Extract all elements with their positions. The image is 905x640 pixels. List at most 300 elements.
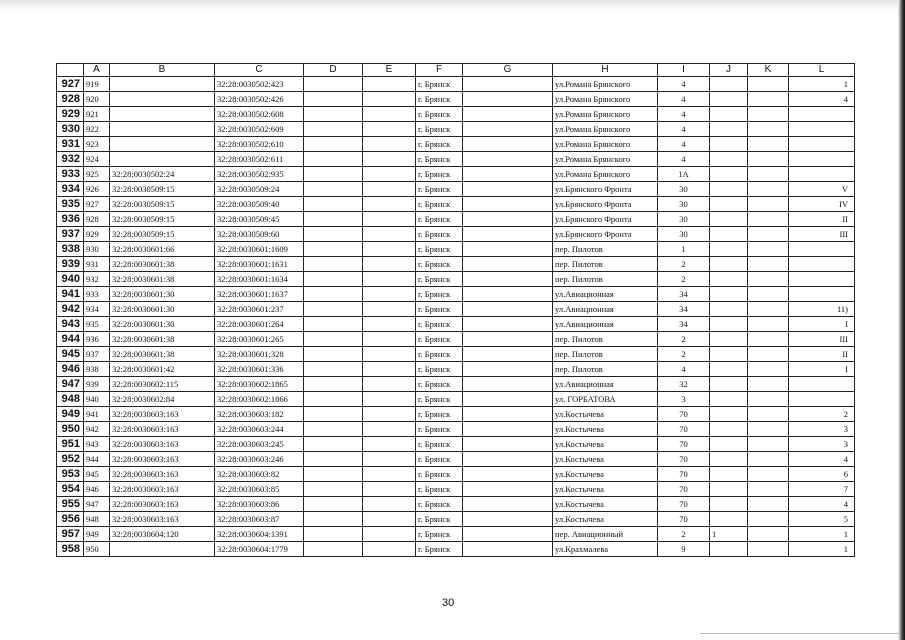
- cell-j: [710, 437, 748, 452]
- cell-c: 32:28:0030601:1637: [215, 287, 304, 302]
- cell-a: 940: [84, 392, 110, 407]
- cell-l: 4: [789, 92, 855, 107]
- row-number-cell: 931: [57, 137, 84, 152]
- cell-b: 32:28:0030603:163: [110, 422, 215, 437]
- row-number-cell: 942: [57, 302, 84, 317]
- cell-c: 32:28:0030602:1866: [215, 392, 304, 407]
- cell-g: [463, 212, 553, 227]
- cell-e: [363, 317, 416, 332]
- table-row: [57, 272, 855, 287]
- cell-b: 32:28:0030601:38: [110, 272, 215, 287]
- cell-h: ул.Костычева: [553, 467, 658, 482]
- cell-e: [363, 152, 416, 167]
- cell-f: г. Брянск: [416, 92, 463, 107]
- cell-b: [110, 137, 215, 152]
- cell-a: 950: [84, 542, 110, 557]
- cell-k: [748, 362, 789, 377]
- cell-b: 32:28:0030603:163: [110, 482, 215, 497]
- cell-j: 1: [710, 527, 748, 542]
- cell-e: [363, 212, 416, 227]
- cell-d: [304, 197, 363, 212]
- cell-a: 928: [84, 212, 110, 227]
- cell-h: ул.Романа Брянского: [553, 137, 658, 152]
- cell-h: ул.Костычева: [553, 497, 658, 512]
- cell-f: г. Брянск: [416, 482, 463, 497]
- row-number-cell: 929: [57, 107, 84, 122]
- cell-b: 32:28:0030601:38: [110, 347, 215, 362]
- cell-h: пер. Пилотов: [553, 242, 658, 257]
- cell-a: 947: [84, 497, 110, 512]
- cell-e: [363, 227, 416, 242]
- cell-d: [304, 212, 363, 227]
- cell-g: [463, 422, 553, 437]
- cell-l: 4: [789, 452, 855, 467]
- cell-h: ул.Крахмалева: [553, 542, 658, 557]
- cell-j: [710, 407, 748, 422]
- cell-c: 32:28:0030601:1631: [215, 257, 304, 272]
- cell-l: [789, 242, 855, 257]
- cell-f: г. Брянск: [416, 197, 463, 212]
- cell-d: [304, 317, 363, 332]
- cell-h: ул.Брянского Фронта: [553, 227, 658, 242]
- cell-c: 32:28:0030603:182: [215, 407, 304, 422]
- cell-k: [748, 212, 789, 227]
- cell-g: [463, 497, 553, 512]
- cell-l: I: [789, 362, 855, 377]
- cell-g: [463, 362, 553, 377]
- page-number: 30: [442, 597, 455, 609]
- cell-i: 2: [658, 257, 710, 272]
- cell-d: [304, 407, 363, 422]
- cell-h: ул.Брянского Фронта: [553, 212, 658, 227]
- cell-d: [304, 437, 363, 452]
- cell-f: г. Брянск: [416, 452, 463, 467]
- cell-f: г. Брянск: [416, 437, 463, 452]
- table-row: [57, 437, 855, 452]
- cell-j: [710, 332, 748, 347]
- cell-k: [748, 122, 789, 137]
- cell-l: [789, 152, 855, 167]
- table-row: [57, 107, 855, 122]
- cell-c: 32:28:0030502:609: [215, 122, 304, 137]
- cell-g: [463, 452, 553, 467]
- cell-j: [710, 212, 748, 227]
- cell-j: [710, 122, 748, 137]
- cell-c: 32:28:0030603:246: [215, 452, 304, 467]
- cell-b: 32:28:0030602:115: [110, 377, 215, 392]
- cell-g: [463, 482, 553, 497]
- cell-f: г. Брянск: [416, 287, 463, 302]
- column-header-row: [57, 64, 855, 77]
- row-number-cell: 932: [57, 152, 84, 167]
- row-number-cell: 950: [57, 422, 84, 437]
- cell-f: г. Брянск: [416, 152, 463, 167]
- row-number-cell: 946: [57, 362, 84, 377]
- cell-f: г. Брянск: [416, 242, 463, 257]
- row-number-cell: 945: [57, 347, 84, 362]
- table-row: [57, 77, 855, 92]
- row-number-cell: 944: [57, 332, 84, 347]
- cell-c: 32:28:0030601:336: [215, 362, 304, 377]
- table-row: [57, 377, 855, 392]
- table-row: [57, 137, 855, 152]
- cell-d: [304, 377, 363, 392]
- cell-g: [463, 242, 553, 257]
- table-row: [57, 212, 855, 227]
- cell-i: 4: [658, 77, 710, 92]
- cell-e: [363, 122, 416, 137]
- cell-j: [710, 197, 748, 212]
- cell-j: [710, 227, 748, 242]
- cell-l: 7: [789, 482, 855, 497]
- cell-a: 923: [84, 137, 110, 152]
- cell-d: [304, 122, 363, 137]
- cell-g: [463, 437, 553, 452]
- cell-c: 32:28:0030601:264: [215, 317, 304, 332]
- cell-c: 32:28:0030601:265: [215, 332, 304, 347]
- cell-a: 936: [84, 332, 110, 347]
- cell-h: ул.Костычева: [553, 422, 658, 437]
- cell-l: 1: [789, 77, 855, 92]
- cell-l: 11): [789, 302, 855, 317]
- cell-i: 1: [658, 242, 710, 257]
- cell-a: 939: [84, 377, 110, 392]
- cell-f: г. Брянск: [416, 542, 463, 557]
- cell-b: [110, 122, 215, 137]
- cell-k: [748, 467, 789, 482]
- cell-f: г. Брянск: [416, 497, 463, 512]
- cell-b: 32:28:0030601:30: [110, 287, 215, 302]
- cell-h: ул.Брянского Фронта: [553, 197, 658, 212]
- cell-f: г. Брянск: [416, 332, 463, 347]
- cell-b: 32:28:0030601:38: [110, 332, 215, 347]
- cell-g: [463, 137, 553, 152]
- cell-k: [748, 392, 789, 407]
- row-number-cell: 928: [57, 92, 84, 107]
- row-number-cell: 943: [57, 317, 84, 332]
- cell-l: 2: [789, 407, 855, 422]
- scan-artifact-bottom-line: [700, 633, 900, 634]
- cell-i: 4: [658, 137, 710, 152]
- cell-g: [463, 542, 553, 557]
- cell-j: [710, 452, 748, 467]
- cell-a: 920: [84, 92, 110, 107]
- cell-g: [463, 467, 553, 482]
- cell-g: [463, 347, 553, 362]
- table-row: [57, 392, 855, 407]
- cell-e: [363, 422, 416, 437]
- cell-i: 4: [658, 362, 710, 377]
- cell-i: 70: [658, 407, 710, 422]
- column-header: C: [215, 64, 304, 77]
- cell-i: 1А: [658, 167, 710, 182]
- cell-k: [748, 377, 789, 392]
- cell-c: 32:28:0030502:423: [215, 77, 304, 92]
- cell-k: [748, 272, 789, 287]
- cell-k: [748, 542, 789, 557]
- cell-g: [463, 407, 553, 422]
- cell-f: г. Брянск: [416, 407, 463, 422]
- cell-j: [710, 137, 748, 152]
- cell-e: [363, 257, 416, 272]
- cell-j: [710, 347, 748, 362]
- row-number-cell: 955: [57, 497, 84, 512]
- cell-e: [363, 527, 416, 542]
- cell-c: 32:28:0030601:1609: [215, 242, 304, 257]
- cell-g: [463, 197, 553, 212]
- cell-k: [748, 227, 789, 242]
- cell-h: ул.Романа Брянского: [553, 167, 658, 182]
- row-number-cell: 938: [57, 242, 84, 257]
- cell-b: 32:28:0030602:84: [110, 392, 215, 407]
- cell-l: 4: [789, 497, 855, 512]
- cell-b: [110, 77, 215, 92]
- cell-l: 5: [789, 512, 855, 527]
- cell-h: ул.Романа Брянского: [553, 122, 658, 137]
- cell-a: 933: [84, 287, 110, 302]
- cell-l: V: [789, 182, 855, 197]
- row-number-cell: 935: [57, 197, 84, 212]
- cell-f: г. Брянск: [416, 212, 463, 227]
- cell-f: г. Брянск: [416, 422, 463, 437]
- cell-l: [789, 122, 855, 137]
- cell-i: 9: [658, 542, 710, 557]
- cell-h: ул.Авиационная: [553, 287, 658, 302]
- table-row: [57, 152, 855, 167]
- cell-i: 70: [658, 512, 710, 527]
- cell-e: [363, 482, 416, 497]
- cell-d: [304, 467, 363, 482]
- cell-d: [304, 422, 363, 437]
- cell-b: [110, 542, 215, 557]
- cell-b: 32:28:0030604:120: [110, 527, 215, 542]
- row-number-cell: 937: [57, 227, 84, 242]
- cell-j: [710, 302, 748, 317]
- cell-g: [463, 272, 553, 287]
- cell-c: 32:28:0030603:85: [215, 482, 304, 497]
- cell-d: [304, 452, 363, 467]
- cell-k: [748, 77, 789, 92]
- cell-h: ул.Брянского Фронта: [553, 182, 658, 197]
- cell-a: 921: [84, 107, 110, 122]
- cell-l: [789, 377, 855, 392]
- cell-e: [363, 467, 416, 482]
- column-header: H: [553, 64, 658, 77]
- table-row: [57, 422, 855, 437]
- cell-f: г. Брянск: [416, 392, 463, 407]
- cell-b: 32:28:0030603:163: [110, 497, 215, 512]
- cell-i: 34: [658, 302, 710, 317]
- cell-k: [748, 512, 789, 527]
- cell-l: 3: [789, 422, 855, 437]
- cell-b: [110, 92, 215, 107]
- cell-c: 32:28:0030603:244: [215, 422, 304, 437]
- cell-a: 949: [84, 527, 110, 542]
- cell-a: 924: [84, 152, 110, 167]
- cell-g: [463, 512, 553, 527]
- cell-d: [304, 362, 363, 377]
- row-number-cell: 948: [57, 392, 84, 407]
- cell-g: [463, 182, 553, 197]
- cell-d: [304, 152, 363, 167]
- cell-g: [463, 77, 553, 92]
- cell-j: [710, 512, 748, 527]
- table-row: [57, 287, 855, 302]
- cell-d: [304, 92, 363, 107]
- row-number-cell: 954: [57, 482, 84, 497]
- row-number-cell: 951: [57, 437, 84, 452]
- cell-h: ул.Романа Брянского: [553, 77, 658, 92]
- column-header: F: [416, 64, 463, 77]
- cell-i: 30: [658, 212, 710, 227]
- cell-b: 32:28:0030603:163: [110, 437, 215, 452]
- table-row: [57, 527, 855, 542]
- cell-e: [363, 137, 416, 152]
- table-row: [57, 482, 855, 497]
- cell-i: 30: [658, 227, 710, 242]
- table-row: [57, 407, 855, 422]
- cell-l: II: [789, 347, 855, 362]
- cell-f: г. Брянск: [416, 317, 463, 332]
- cell-e: [363, 167, 416, 182]
- cell-i: 2: [658, 272, 710, 287]
- cell-j: [710, 92, 748, 107]
- cell-d: [304, 392, 363, 407]
- cell-e: [363, 272, 416, 287]
- cell-k: [748, 197, 789, 212]
- cell-g: [463, 392, 553, 407]
- row-number-cell: 952: [57, 452, 84, 467]
- cell-a: 932: [84, 272, 110, 287]
- cell-c: 32:28:0030603:86: [215, 497, 304, 512]
- cell-h: пер. Пилотов: [553, 257, 658, 272]
- cell-a: 941: [84, 407, 110, 422]
- cell-c: 32:28:0030604:1391: [215, 527, 304, 542]
- cell-c: 32:28:0030601:1634: [215, 272, 304, 287]
- cell-e: [363, 332, 416, 347]
- cell-l: II: [789, 212, 855, 227]
- column-header: [57, 64, 84, 77]
- table-row: [57, 92, 855, 107]
- cell-i: 70: [658, 467, 710, 482]
- cell-h: пер. Пилотов: [553, 272, 658, 287]
- cell-i: 70: [658, 422, 710, 437]
- cell-c: 32:28:0030502:611: [215, 152, 304, 167]
- column-header: E: [363, 64, 416, 77]
- cell-j: [710, 242, 748, 257]
- cell-e: [363, 287, 416, 302]
- cell-a: 937: [84, 347, 110, 362]
- cell-j: [710, 182, 748, 197]
- cell-j: [710, 107, 748, 122]
- table-row: [57, 512, 855, 527]
- table-row: [57, 362, 855, 377]
- cell-c: 32:28:0030604:1779: [215, 542, 304, 557]
- row-number-cell: 947: [57, 377, 84, 392]
- cell-f: г. Брянск: [416, 467, 463, 482]
- cell-k: [748, 482, 789, 497]
- cell-j: [710, 542, 748, 557]
- cell-k: [748, 257, 789, 272]
- cell-a: 948: [84, 512, 110, 527]
- cell-c: 32:28:0030601:237: [215, 302, 304, 317]
- cell-j: [710, 497, 748, 512]
- cell-k: [748, 92, 789, 107]
- cell-c: 32:28:0030502:426: [215, 92, 304, 107]
- cell-e: [363, 377, 416, 392]
- cell-l: [789, 272, 855, 287]
- cell-j: [710, 392, 748, 407]
- cell-g: [463, 122, 553, 137]
- cell-a: 935: [84, 317, 110, 332]
- cell-d: [304, 497, 363, 512]
- table-row: [57, 332, 855, 347]
- row-number-cell: 941: [57, 287, 84, 302]
- cell-d: [304, 257, 363, 272]
- cell-k: [748, 422, 789, 437]
- cell-k: [748, 107, 789, 122]
- cell-d: [304, 542, 363, 557]
- table-row: [57, 317, 855, 332]
- cell-j: [710, 77, 748, 92]
- cell-k: [748, 452, 789, 467]
- cell-e: [363, 392, 416, 407]
- cell-f: г. Брянск: [416, 257, 463, 272]
- table-body: [57, 77, 855, 557]
- cell-e: [363, 347, 416, 362]
- cell-b: 32:28:0030601:38: [110, 257, 215, 272]
- cell-h: ул.Авиационная: [553, 317, 658, 332]
- row-number-cell: 953: [57, 467, 84, 482]
- cell-j: [710, 272, 748, 287]
- cell-i: 70: [658, 437, 710, 452]
- table-row: [57, 302, 855, 317]
- cell-j: [710, 482, 748, 497]
- cell-b: 32:28:0030601:42: [110, 362, 215, 377]
- cell-i: 70: [658, 497, 710, 512]
- cell-f: г. Брянск: [416, 347, 463, 362]
- cell-l: III: [789, 227, 855, 242]
- cell-i: 4: [658, 122, 710, 137]
- cell-h: пер. Пилотов: [553, 347, 658, 362]
- cell-g: [463, 227, 553, 242]
- cell-a: 938: [84, 362, 110, 377]
- row-number-cell: 956: [57, 512, 84, 527]
- cell-k: [748, 437, 789, 452]
- cell-c: 32:28:0030509:60: [215, 227, 304, 242]
- cell-j: [710, 167, 748, 182]
- cell-e: [363, 512, 416, 527]
- cell-i: 2: [658, 347, 710, 362]
- table-row: [57, 227, 855, 242]
- cell-g: [463, 302, 553, 317]
- cell-f: г. Брянск: [416, 137, 463, 152]
- column-header: K: [748, 64, 789, 77]
- cell-e: [363, 242, 416, 257]
- cell-a: 930: [84, 242, 110, 257]
- cell-b: 32:28:0030502:24: [110, 167, 215, 182]
- table-row: [57, 542, 855, 557]
- cell-i: 4: [658, 107, 710, 122]
- cell-e: [363, 362, 416, 377]
- cell-b: 32:28:0030509:15: [110, 182, 215, 197]
- row-number-cell: 957: [57, 527, 84, 542]
- cell-f: г. Брянск: [416, 527, 463, 542]
- cell-h: ул.Романа Брянского: [553, 107, 658, 122]
- cell-h: пер. Авиационный: [553, 527, 658, 542]
- row-number-cell: 930: [57, 122, 84, 137]
- cell-f: г. Брянск: [416, 362, 463, 377]
